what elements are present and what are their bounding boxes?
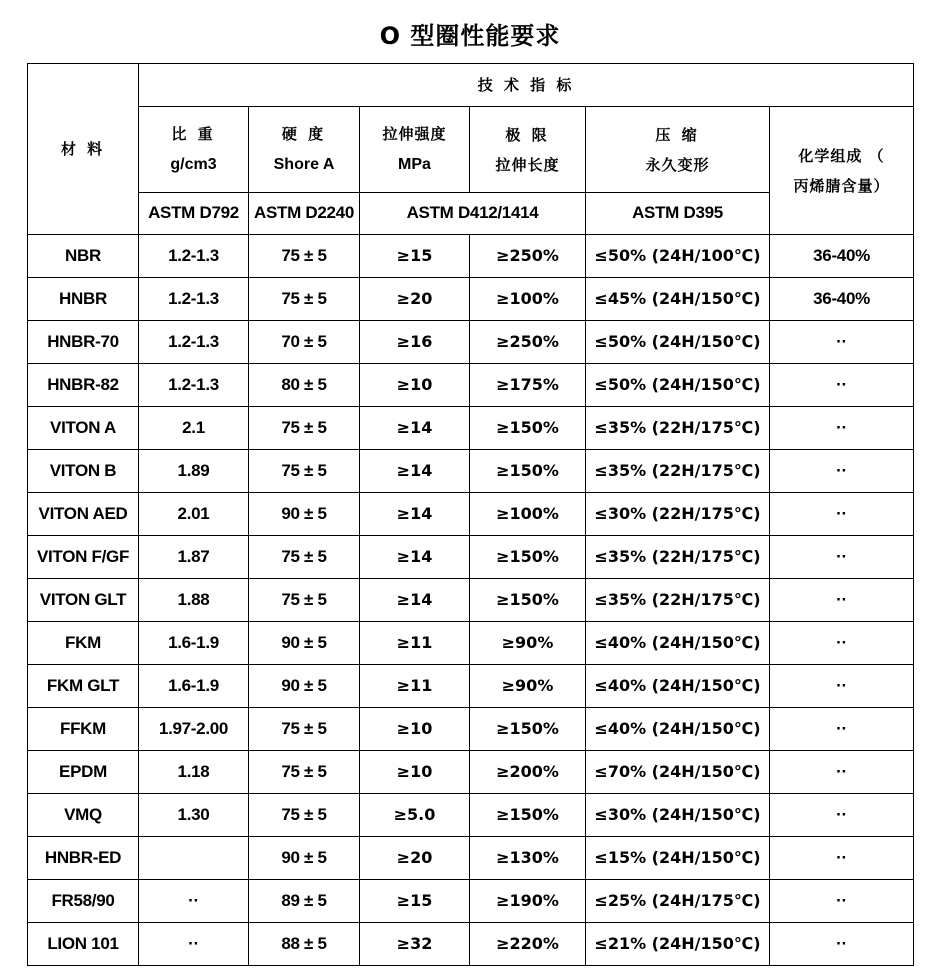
table-row: [28, 579, 914, 622]
material-cell: FKM GLT: [28, 665, 139, 708]
compression-cell: ≤25% (24H/175℃): [586, 880, 770, 923]
compression-header-cn1: 压 缩: [655, 125, 700, 144]
elongation-cell: ≥190%: [470, 880, 586, 923]
compression-cell: ≤40% (24H/150℃): [586, 622, 770, 665]
material-cell: LION 101: [28, 923, 139, 966]
hardness-cell: 70 ± 5: [249, 321, 360, 364]
table-row: [28, 321, 914, 364]
std-hardness: ASTM D2240: [249, 193, 360, 235]
density-cell: 1.6-1.9: [139, 665, 249, 708]
chem-cell: ··: [770, 450, 914, 493]
density-cell: 1.97-2.00: [139, 708, 249, 751]
compression-cell: ≤15% (24H/150℃): [586, 837, 770, 880]
chem-cell: ··: [770, 493, 914, 536]
hardness-cell: 90 ± 5: [249, 837, 360, 880]
density-cell: 1.88: [139, 579, 249, 622]
hardness-cell: 75 ± 5: [249, 751, 360, 794]
density-cell: 1.2-1.3: [139, 278, 249, 321]
density-cell: 1.18: [139, 751, 249, 794]
chem-cell: ··: [770, 708, 914, 751]
elongation-header: [470, 107, 586, 193]
elongation-cell: ≥200%: [470, 751, 586, 794]
chem-cell: ··: [770, 622, 914, 665]
density-cell: 1.30: [139, 794, 249, 837]
tensile-cell: ≥5.0: [360, 794, 470, 837]
elongation-cell: ≥150%: [470, 579, 586, 622]
density-header: [139, 107, 249, 193]
std-compression: ASTM D395: [586, 193, 770, 235]
chem-cell: ··: [770, 751, 914, 794]
hardness-cell: 90 ± 5: [249, 622, 360, 665]
hardness-cell: 89 ± 5: [249, 880, 360, 923]
table-row: [28, 536, 914, 579]
elongation-cell: ≥250%: [470, 321, 586, 364]
compression-cell: ≤30% (24H/150℃): [586, 794, 770, 837]
tensile-header: [360, 107, 470, 193]
hardness-header: [249, 107, 360, 193]
hardness-cell: 75 ± 5: [249, 235, 360, 278]
table-row: [28, 407, 914, 450]
compression-cell: ≤35% (22H/175℃): [586, 450, 770, 493]
material-cell: VITON GLT: [28, 579, 139, 622]
compression-cell: ≤30% (22H/175℃): [586, 493, 770, 536]
tensile-cell: ≥15: [360, 880, 470, 923]
material-cell: HNBR: [28, 278, 139, 321]
hardness-cell: 75 ± 5: [249, 794, 360, 837]
elongation-cell: ≥90%: [470, 665, 586, 708]
compression-cell: ≤50% (24H/100℃): [586, 235, 770, 278]
elongation-header-cn1: 极 限: [505, 125, 550, 144]
tensile-cell: ≥10: [360, 708, 470, 751]
tensile-cell: ≥20: [360, 837, 470, 880]
page-title: O 型圈性能要求: [379, 22, 561, 50]
density-cell: 1.2-1.3: [139, 321, 249, 364]
tensile-cell: ≥14: [360, 579, 470, 622]
tensile-cell: ≥16: [360, 321, 470, 364]
material-cell: VITON F/GF: [28, 536, 139, 579]
elongation-cell: ≥150%: [470, 450, 586, 493]
hardness-cell: 75 ± 5: [249, 407, 360, 450]
chem-cell: ··: [770, 407, 914, 450]
material-cell: FKM: [28, 622, 139, 665]
tensile-cell: ≥15: [360, 235, 470, 278]
tensile-header-cn: 拉伸强度: [382, 124, 447, 143]
elongation-cell: ≥175%: [470, 364, 586, 407]
header-row-1: [28, 64, 914, 107]
chem-cell: ··: [770, 837, 914, 880]
material-cell: VMQ: [28, 794, 139, 837]
elongation-cell: ≥100%: [470, 278, 586, 321]
tensile-cell: ≥10: [360, 751, 470, 794]
tensile-header-unit: MPa: [398, 155, 431, 173]
compression-cell: ≤40% (24H/150℃): [586, 665, 770, 708]
density-cell: ··: [139, 923, 249, 966]
tensile-cell: ≥11: [360, 622, 470, 665]
table-row: [28, 837, 914, 880]
hardness-header-cn: 硬 度: [281, 124, 327, 143]
chem-cell: ··: [770, 794, 914, 837]
material-cell: NBR: [28, 235, 139, 278]
density-cell: 1.87: [139, 536, 249, 579]
tensile-cell: ≥14: [360, 407, 470, 450]
chem-header: [770, 107, 914, 235]
density-header-unit: g/cm3: [170, 155, 217, 173]
density-cell: 1.89: [139, 450, 249, 493]
compression-cell: ≤35% (22H/175℃): [586, 536, 770, 579]
density-cell: 2.1: [139, 407, 249, 450]
density-cell: 2.01: [139, 493, 249, 536]
elongation-header-cn2: 拉伸长度: [495, 155, 560, 174]
material-cell: VITON B: [28, 450, 139, 493]
table-row: [28, 665, 914, 708]
compression-cell: ≤40% (24H/150℃): [586, 708, 770, 751]
compression-cell: ≤50% (24H/150℃): [586, 364, 770, 407]
tensile-cell: ≥32: [360, 923, 470, 966]
density-cell: 1.2-1.3: [139, 235, 249, 278]
hardness-cell: 90 ± 5: [249, 665, 360, 708]
table-row: [28, 708, 914, 751]
compression-header-cn2: 永久变形: [645, 155, 710, 174]
material-cell: VITON AED: [28, 493, 139, 536]
hardness-cell: 88 ± 5: [249, 923, 360, 966]
elongation-cell: ≥150%: [470, 708, 586, 751]
table-row: [28, 751, 914, 794]
hardness-cell: 75 ± 5: [249, 579, 360, 622]
table-row: [28, 278, 914, 321]
density-header-cn: 比 重: [171, 124, 216, 143]
tensile-cell: ≥20: [360, 278, 470, 321]
chem-cell: ··: [770, 923, 914, 966]
compression-cell: ≤70% (24H/150℃): [586, 751, 770, 794]
hardness-cell: 75 ± 5: [249, 278, 360, 321]
material-cell: HNBR-82: [28, 364, 139, 407]
elongation-cell: ≥250%: [470, 235, 586, 278]
chem-cell: 36-40%: [770, 235, 914, 278]
density-cell: 1.2-1.3: [139, 364, 249, 407]
compression-cell: ≤21% (24H/150℃): [586, 923, 770, 966]
compression-cell: ≤35% (22H/175℃): [586, 407, 770, 450]
compression-cell: ≤50% (24H/150℃): [586, 321, 770, 364]
tensile-cell: ≥10: [360, 364, 470, 407]
table-row: [28, 794, 914, 837]
chem-cell: 36-40%: [770, 278, 914, 321]
chem-header-cn2: 丙烯腈含量）: [793, 176, 890, 195]
hardness-cell: 75 ± 5: [249, 450, 360, 493]
material-cell: HNBR-ED: [28, 837, 139, 880]
header-row-2: [28, 107, 914, 193]
hardness-cell: 80 ± 5: [249, 364, 360, 407]
compression-cell: ≤45% (24H/150℃): [586, 278, 770, 321]
table-row: [28, 923, 914, 966]
tensile-cell: ≥11: [360, 665, 470, 708]
hardness-cell: 90 ± 5: [249, 493, 360, 536]
material-header: 材 料: [28, 64, 139, 235]
density-cell: [139, 837, 249, 880]
material-cell: HNBR-70: [28, 321, 139, 364]
tech-header: 技 术 指 标: [139, 64, 914, 107]
std-density: ASTM D792: [139, 193, 249, 235]
material-cell: FR58/90: [28, 880, 139, 923]
material-cell: FFKM: [28, 708, 139, 751]
table-row: [28, 364, 914, 407]
table-row: [28, 880, 914, 923]
table-row: [28, 235, 914, 278]
elongation-cell: ≥100%: [470, 493, 586, 536]
elongation-cell: ≥150%: [470, 407, 586, 450]
tensile-cell: ≥14: [360, 493, 470, 536]
table-row: [28, 450, 914, 493]
chem-cell: ··: [770, 665, 914, 708]
std-tensile: ASTM D412/1414: [360, 193, 586, 235]
spec-table: [27, 63, 914, 966]
chem-cell: ··: [770, 880, 914, 923]
material-cell: EPDM: [28, 751, 139, 794]
chem-cell: ··: [770, 364, 914, 407]
material-cell: VITON A: [28, 407, 139, 450]
hardness-header-unit: Shore A: [273, 155, 335, 173]
chem-cell: ··: [770, 579, 914, 622]
compression-header: [586, 107, 770, 193]
tensile-cell: ≥14: [360, 536, 470, 579]
table-row: [28, 493, 914, 536]
density-cell: ··: [139, 880, 249, 923]
elongation-cell: ≥130%: [470, 837, 586, 880]
chem-header-cn1: 化学组成 （: [798, 146, 885, 165]
elongation-cell: ≥150%: [470, 536, 586, 579]
hardness-cell: 75 ± 5: [249, 708, 360, 751]
tensile-cell: ≥14: [360, 450, 470, 493]
elongation-cell: ≥90%: [470, 622, 586, 665]
elongation-cell: ≥150%: [470, 794, 586, 837]
elongation-cell: ≥220%: [470, 923, 586, 966]
table-row: [28, 622, 914, 665]
density-cell: 1.6-1.9: [139, 622, 249, 665]
chem-cell: ··: [770, 536, 914, 579]
chem-cell: ··: [770, 321, 914, 364]
hardness-cell: 75 ± 5: [249, 536, 360, 579]
footer-note: [30, 966, 910, 980]
compression-cell: ≤35% (22H/175℃): [586, 579, 770, 622]
